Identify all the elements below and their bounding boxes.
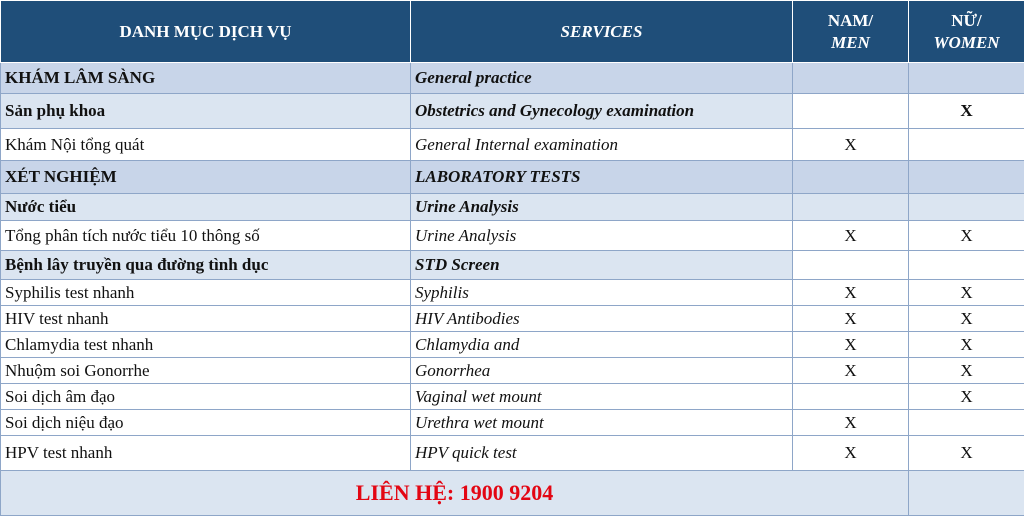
row-men-mark (793, 161, 909, 194)
row-men-mark: X (793, 306, 909, 332)
row-women-mark: X (909, 306, 1024, 332)
row-en: Chlamydia and (411, 332, 793, 358)
header-men-top: NAM/ (827, 10, 874, 30)
row-women-mark: X (909, 221, 1024, 251)
table-row (1, 280, 1024, 306)
row-en: STD Screen (411, 251, 793, 280)
table-row (1, 306, 1024, 332)
row-women-mark (909, 410, 1024, 436)
table-row (1, 194, 1024, 221)
row-en: Urine Analysis (411, 221, 793, 251)
row-vn: KHÁM LÂM SÀNG (1, 63, 411, 94)
row-vn: Sản phụ khoa (1, 94, 411, 129)
table-row (1, 251, 1024, 280)
row-en: Urine Analysis (411, 194, 793, 221)
row-women-mark: X (909, 280, 1024, 306)
row-women-mark (909, 161, 1024, 194)
header-women-bottom: WOMEN (933, 32, 1000, 52)
footer-empty-cell (909, 471, 1024, 516)
row-men-mark (793, 94, 909, 129)
row-en: LABORATORY TESTS (411, 161, 793, 194)
row-vn: Syphilis test nhanh (1, 280, 411, 306)
row-en: Urethra wet mount (411, 410, 793, 436)
table-row (1, 332, 1024, 358)
row-vn: Nước tiểu (1, 194, 411, 221)
row-en: Vaginal wet mount (411, 384, 793, 410)
row-men-mark: X (793, 221, 909, 251)
row-men-mark: X (793, 436, 909, 471)
row-vn: Tổng phân tích nước tiểu 10 thông số (1, 221, 411, 251)
row-vn: Khám Nội tổng quát (1, 129, 411, 161)
row-en: Syphilis (411, 280, 793, 306)
row-en: General practice (411, 63, 793, 94)
row-en: Obstetrics and Gynecology examination (411, 94, 793, 129)
row-vn: HIV test nhanh (1, 306, 411, 332)
row-women-mark: X (909, 332, 1024, 358)
table-row (1, 436, 1024, 471)
row-men-mark (793, 251, 909, 280)
row-men-mark (793, 194, 909, 221)
footer-row (1, 471, 1024, 516)
header-row (1, 1, 1024, 63)
row-vn: HPV test nhanh (1, 436, 411, 471)
row-men-mark (793, 63, 909, 94)
table-row (1, 358, 1024, 384)
table-row (1, 63, 1024, 94)
row-men-mark: X (793, 280, 909, 306)
row-en: HIV Antibodies (411, 306, 793, 332)
row-men-mark: X (793, 332, 909, 358)
row-men-mark: X (793, 129, 909, 161)
row-women-mark (909, 63, 1024, 94)
row-women-mark: X (909, 94, 1024, 129)
header-women-top: NỮ/ (951, 10, 982, 30)
row-women-mark (909, 129, 1024, 161)
table-row (1, 384, 1024, 410)
row-men-mark (793, 384, 909, 410)
row-vn: Soi dịch âm đạo (1, 384, 411, 410)
row-vn: Soi dịch niệu đạo (1, 410, 411, 436)
table-row (1, 410, 1024, 436)
row-women-mark (909, 194, 1024, 221)
row-women-mark: X (909, 358, 1024, 384)
row-vn: XÉT NGHIỆM (1, 161, 411, 194)
contact-hotline: LIÊN HỆ: 1900 9204 (1, 471, 909, 516)
row-en: General Internal examination (411, 129, 793, 161)
table-row (1, 221, 1024, 251)
row-women-mark: X (909, 436, 1024, 471)
row-vn: Bệnh lây truyền qua đường tình dục (1, 251, 411, 280)
header-men (793, 1, 909, 63)
header-vn: DANH MỤC DỊCH VỤ (1, 1, 411, 63)
header-women (909, 1, 1024, 63)
row-en: HPV quick test (411, 436, 793, 471)
row-men-mark: X (793, 410, 909, 436)
header-men-bottom: MEN (831, 32, 870, 52)
row-vn: Nhuộm soi Gonorrhe (1, 358, 411, 384)
table-row (1, 94, 1024, 129)
row-women-mark (909, 251, 1024, 280)
row-men-mark: X (793, 358, 909, 384)
table-row (1, 161, 1024, 194)
table-row (1, 129, 1024, 161)
row-en: Gonorrhea (411, 358, 793, 384)
header-en: SERVICES (411, 1, 793, 63)
row-vn: Chlamydia test nhanh (1, 332, 411, 358)
row-women-mark: X (909, 384, 1024, 410)
